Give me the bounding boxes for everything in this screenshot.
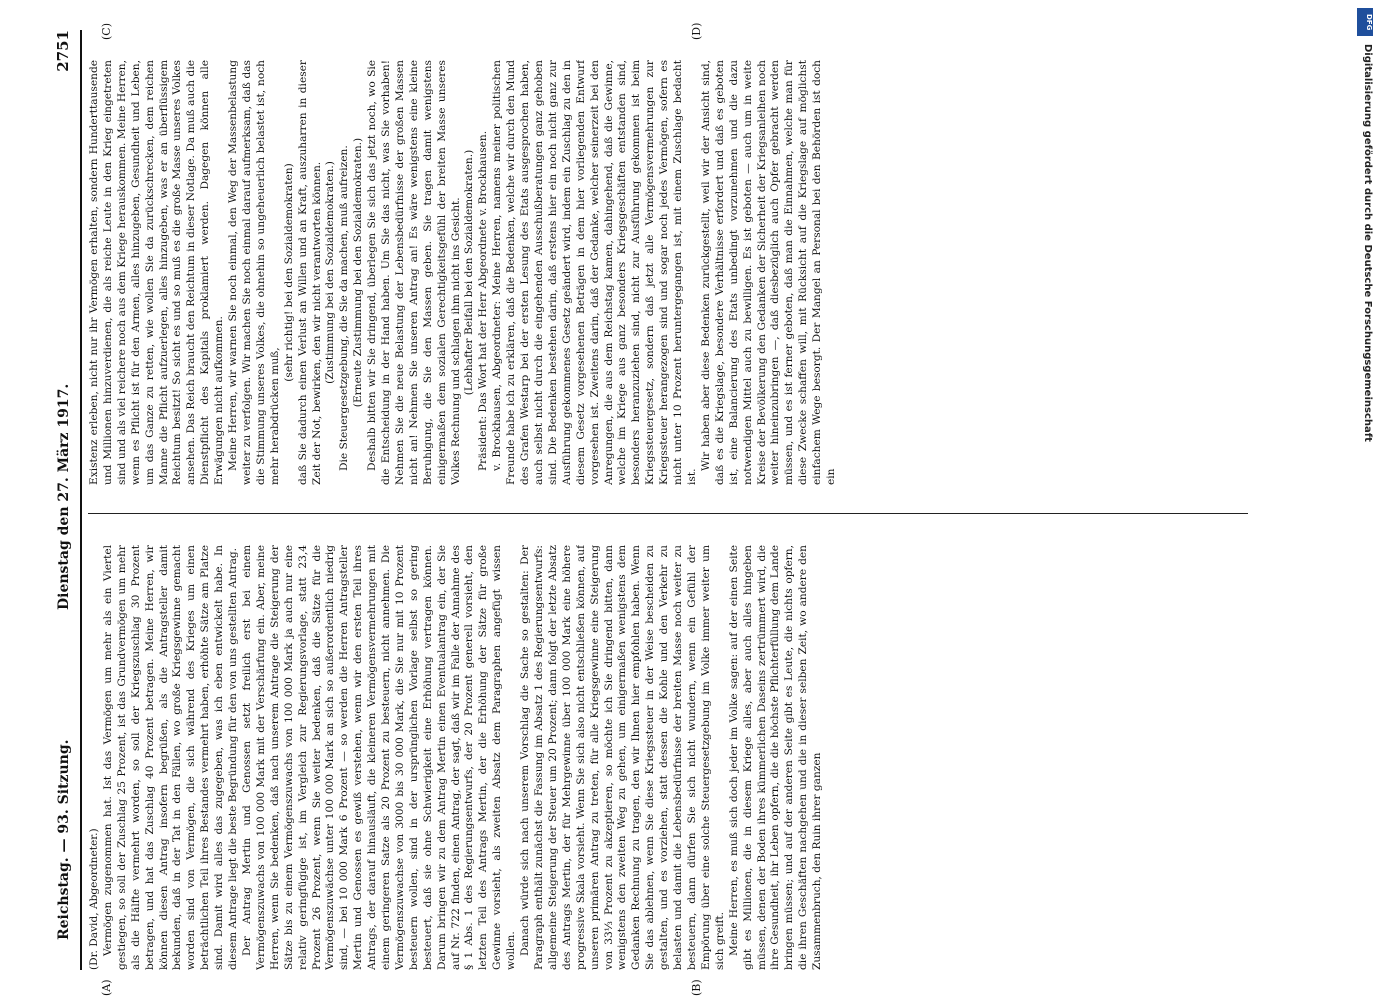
paragraph: Präsident: Das Wort hat der Herr Abgeordnete v. Brockhausen.: [477, 130, 490, 471]
interjection: (sehr richtig! bei den Sozialdemokraten): [282, 163, 295, 382]
paragraph: Vermögen zugenommen hat. Ist das Vermögen um mehr als ein Viertel gestiegen, so soll der Zuschlag 25 Prozent, ist das Grundvermögen um mehr als die Hälfte vermehrt worden, so soll der Kriegszuschlag 30 Prozent betragen, und hat das Zuschlag 40 Prozent betragen. Meine Herren, wir können diesen Antrag insofern begrüßen, als die Antragsteller damit bekunden, daß in der Tat in den Fällen, wo große Kriegsgewinne gemacht worden sind von Vermögen, die sich während des Krieges um einen beträchtlichen Teil ihres Bestandes vermehrt haben, erhöhte Sätze am Platze sind. Damit wird alles das zugegeben, was ich eben entwickelt habe. In diesem Antrage liegt die beste Begründung für den von uns gestellten Antrag.: [101, 545, 240, 970]
digitization-note: Digitalisierung gefördert durch die Deutsche Forschungsgemeinschaft: [1362, 44, 1373, 442]
paragraph: Danach würde sich nach unserem Vorschlag die Sache so gestalten: Der Paragraph enthält zunächst die Fassung im Absatz 1 des Regierungsentwurfs: allgemeine Steigerung der Steuer um 20 Prozent; dann folgt der letzte Absatz des Antrags Mertin, der für Mehrgewinne über 100 000 Mark eine höhere progressive Skala vorsieht. Wenn Sie sich also nicht entschließen können, auf unseren primären Antrag zu treten, für alle Kriegsgewinne eine Steigerung von 33⅓ Prozent zu akzeptieren, so möchte ich Sie dringend bitten, dann wenigstens den zweiten Weg zu gehen, um einigermaßen wenigstens dem Gedanken Rechnung zu tragen, den wir Ihnen hier empfohlen haben. Wenn Sie das ablehnen, wenn Sie diese Kriegssteuer in der Weise bescheiden zu gestalten, und es vorziehen, statt dessen die Kohle und den Verkehr zu belasten und damit die Lebensbedürfnisse der breiten Masse noch weiter zu besteuern, dann dürfen Sie sich nicht wundern, wenn ein Gefühl der Empörung über eine solche Steuergesetzgebung im Volke immer weiter um sich greift.: [519, 545, 726, 970]
margin-marker-b: (B): [690, 979, 703, 996]
header-session: Reichstag. — 93. Sitzung.: [56, 739, 72, 940]
paragraph: Meine Herren, es muß sich doch jeder im Volke sagen: auf der einen Seite gibt es Millionen, die in diesem Kriege alles, aber auch alles hingeben müssen, denen der Boden ihres kümmerlichen Daseins zertrümmert wird, die ihre Gesundheit, ihr Leben opfern, die die höchste Pflichterfüllung dem Lande bringen müssen; und auf der anderen Seite gibt es Leute, die nichts opfern, die ihren Geschäften nachgehen und die in dieser selben Zeit, wo andere den Zusammenbruch, den Ruin ihrer ganzen: [727, 545, 824, 970]
text-column-right: [88, 60, 1248, 485]
paragraph: v. Brockhausen, Abgeordneter: Meine Herren, namens meiner politischen Freunde habe ich zu erklären, daß die Bedenken, welche wir durch den Mund des Grafen Westarp bei der ersten Lesung des Etats ausgesprochen haben, auch selbst nicht durch die eingehenden Ausschußberatungen ganz gehoben sind. Die Bedenken bestehen darin, daß erstens hier ein noch nicht ganz zur Ausführung gekommenes Gesetz geändert wird, indem ein Zuschlag zu den in diesem Gesetz vorgesehenen Beträgen in dem hier vorliegenden Entwurf vorgesehen ist. Zweitens darin, daß der Gedanke, welcher seinerzeit bei den Anregungen, die aus dem Reichstag kamen, dahingehend, daß die Gewinne, welche im Kriege aus ganz besonders Kriegsgeschäften entstanden sind, besonders heranzuziehen sind, nicht zur Ausführung gekommen ist beim Kriegssteuergesetz, sondern daß jetzt alle Vermögensvermehrungen zur Kriegssteuer herangezogen sind und sogar noch jedes Vermögen, sofern es nicht unter 10 Prozent heruntergegangen ist, mit einem Zuschlage bedacht ist.: [491, 60, 698, 485]
paragraph: Meine Herren, wir warnen Sie noch einmal, den Weg der Massenbelastung weiter zu verfolgen. Wir machen Sie noch einmal darauf aufmerksam, daß das die Stimmung unseres Volkes, die ohnehin so ungeheuerlich belastet ist, noch mehr herabdrücken muß,: [227, 60, 281, 485]
paragraph: Deshalb bitten wir Sie dringend, überlegen Sie sich das jetzt noch, wo Sie die Entscheidung in der Hand haben. Um Sie das nicht, was Sie vorhaben! Nehmen Sie die neue Belastung der Lebensbedürfnisse der großen Massen nicht an! Nehmen Sie unseren Antrag an! Es wäre wenigstens eine kleine Beruhigung, die Sie den Massen geben. Sie tragen damit wenigstens einigermaßen dem sozialen Gerechtigkeitsgefühl der breiten Masse unseres Volkes Rechnung und schlagen ihm nicht ins Gesicht.: [366, 60, 462, 485]
interjection: (Lebhafter Beifall bei den Sozialdemokraten.): [463, 149, 476, 396]
paragraph: daß Sie dadurch einen Verlust an Willen und an Kraft, auszuharren in dieser Zeit der Not, bewirken, den wir nicht verantworten können.: [296, 60, 323, 485]
paragraph: Die Steuergesetzgebung, die Sie da machen, muß aufreizen.: [338, 145, 351, 471]
page-number: 2751: [54, 30, 72, 72]
paragraph: Wir haben aber diese Bedenken zurückgestellt, weil wir der Ansicht sind, daß es die Kriegslage, besondere Verhältnisse erfordert und daß es geboten ist, eine Balancierung des Etats unbedingt vorzunehmen und die dazu notwendigen Mittel auch zu bewilligen. Es ist geboten — auch um in weite Kreise der Bevölkerung den Gedanken der Sicherheit der Kriegsanleihen noch weiter hineinzubringen —, daß diesbezüglich auch Opfer gebracht werden müssen, und es ist ferner geboten, daß man die Einnahmen, welche man für diese Zwecke schaffen will, mit Rücksicht auf die Kriegslage auf möglichst einfachem Wege besorgt. Der Mangel an Personal bei den Behörden ist doch ein: [699, 60, 838, 485]
margin-marker-a: (A): [100, 979, 113, 996]
paragraph: Existenz erleben, nicht nur ihr Vermögen erhalten, sondern Hunderttausende und Millionen hinzuverdienen, die als reiche Leute in den Krieg eingetreten sind und als viel reichere noch aus dem Kriege herauskommen. Meine Herren, wenn es Pflicht ist für den Armen, alles hinzugeben, Gesundheit und Leben, um das Ganze zu retten, wie wollen Sie da zurückschrecken, dem reichen Manne die Pflicht aufzuerlegen, alles hinzugeben, was er an überflüssigem Reichtum besitzt! So sicht es und so muß es die große Masse unseres Volkes ansehen. Das Reich braucht den Reichtum in dieser Notlage. Da muß auch die Dienstpflicht des Kapitals proklamiert werden. Dagegen können alle Erwägungen nicht aufkommen.: [88, 60, 226, 485]
interjection: (Zustimmung bei den Sozialdemokraten.): [324, 161, 337, 384]
speaker-label: (Dr. David, Abgeordneter.): [88, 828, 100, 970]
paragraph: Der Antrag Mertin und Genossen setzt freilich erst bei einem Vermögenszuwachs von 100 000 Mark mit der Verschärfung ein. Aber, meine Herren, wenn Sie bedenken, daß nach unserem Antrage die Steigerung der Sätze bis zu einem Vermögenszuwachs von 100 000 Mark ja auch nur eine relativ geringfügige ist, im Vergleich zur Regierungsvorlage, statt 23,4 Prozent 26 Prozent, wenn Sie weiter bedenken, daß die Sätze für die Vermögenszuwächse unter 100 000 Mark an sich so außerordentlich niedrig sind, — bei 10 000 Mark 6 Prozent — so werden die Herren Antragsteller Mertin und Genossen es gewiß verstehen, wenn wir den ersten Teil ihres Antrags, der darauf hinausläuft, die kleineren Vermögensvermehrungen mit einem geringeren Satze als 20 Prozent zu besteuern, nicht annehmen. Die Vermögenszuwachse von 3000 bis 30 000 Mark, die Sie nur mit 10 Prozent besteuern wollen, sind in der ursprünglichen Vorlage selbst so gering besteuert, daß sie ohne Schwierigkeit eine Erhöhung vertragen können. Darum bringen wir zu dem Antrag Mertin einen Eventualantrag ein, der Sie auf Nr. 722 finden, einen Antrag, der sagt, daß wir im Falle der Annahme des § 1 Abs. 1 des Regierungsentwurfs, der 20 Prozent generell vorsieht, den letzten Teil des Antrags Mertin, der die Erhöhung der Sätze für große Gewinne vorsieht, als zweiten Absatz dem Paragraphen angefügt wissen wollen.: [240, 545, 518, 970]
text-column-left: [88, 545, 1248, 970]
interjection: (Erneute Zustimmung bei den Sozialdemokraten.): [352, 137, 365, 408]
margin-marker-d: (D): [690, 22, 703, 40]
header-date: Dienstag den 27. März 1917.: [56, 383, 72, 610]
margin-marker-c: (C): [100, 23, 113, 40]
dfg-logo: DFG: [1357, 8, 1373, 36]
page-header: [50, 30, 82, 970]
column-divider: [88, 513, 1248, 514]
